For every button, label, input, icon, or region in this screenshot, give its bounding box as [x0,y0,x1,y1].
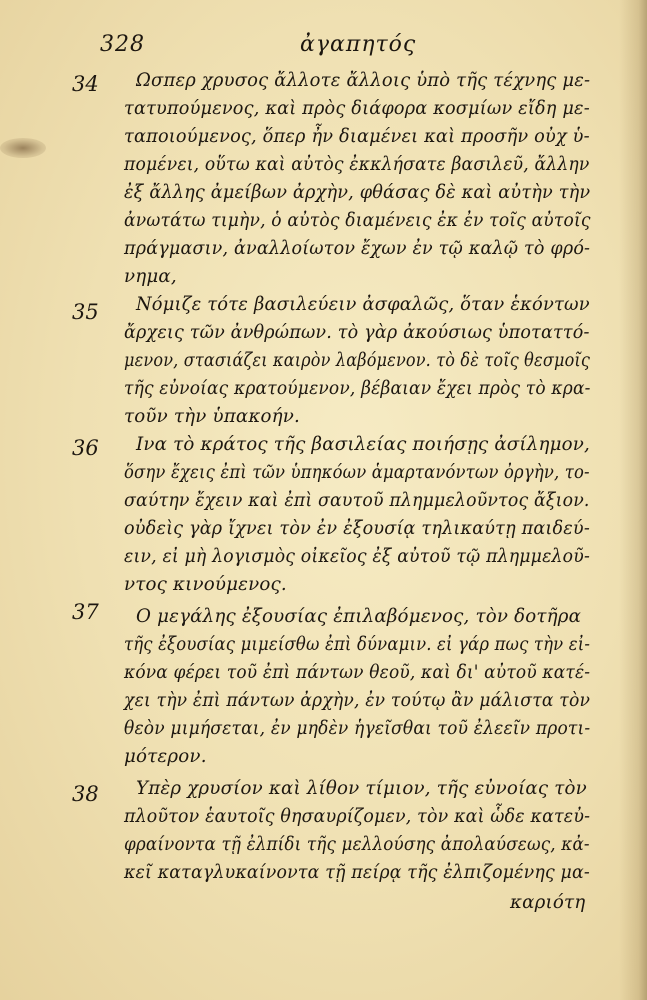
text-line: ἄρχεις τῶν ἀνθρώπων. τὸ γὰρ ἀκούσιως ὑποταττό- [124,322,590,343]
text-line: Ο μεγάλης ἐξουσίας ἐπιλαβόμενος, τὸν δοτῆρα [136,606,582,627]
text-line: πομένει, οὕτω καὶ αὐτὸς ἐκκλήσατε βασιλεῦ, ἄλλην [124,154,590,175]
text-line: σαύτην ἔχειν καὶ ἐπὶ σαυτοῦ πλημμελοῦντος ἄξιον. [124,490,590,511]
text-line: ντος κινούμενος. [124,574,287,595]
running-head [0,26,647,66]
text-line: ἐξ ἄλλης ἀμείβων ἀρχὴν, φθάσας δὲ καὶ αὐτὴν τὴν [124,182,591,203]
text-line: ταποιούμενος, ὅπερ ἦν διαμένει καὶ προσῆν οὐχ ὑ- [124,126,590,147]
page-number: 328 [100,32,145,57]
running-title: ἀγαπητός [300,32,417,57]
ink-stain [0,138,46,158]
text-line: κεῖ καταγλυκαίνοντα τῇ πείρᾳ τῆς ἐλπιζομένης μα- [124,862,590,883]
section-number: 34 [72,72,99,96]
text-line: πράγμασιν, ἀναλλοίωτον ἔχων ἐν τῷ καλῷ τὸ φρό- [124,238,591,259]
text-line: ὅσην ἔχεις ἐπὶ τῶν ὑπηκόων ἁμαρτανόντων ὀργὴν, το- [124,462,590,483]
page-gutter-shadow [619,0,647,1000]
text-line: πλοῦτον ἑαυτοῖς θησαυρίζομεν, τὸν καὶ ὧδε κατεὐ- [124,806,591,827]
text-line: μενον, στασιάζει καιρὸν λαβόμενον. τὸ δὲ τοῖς θεσμοῖς [124,350,591,371]
text-line: τατυπούμενος, καὶ πρὸς διάφορα κοσμίων εἴδη με- [124,98,590,119]
text-line: ἀνωτάτω τιμὴν, ὁ αὐτὸς διαμένεις ἐκ ἐν τοῖς αὐτοῖς [124,210,591,231]
text-line: μότερον. [124,746,207,767]
section-number: 38 [72,782,99,806]
text-line: Νόμιζε τότε βασιλεύειν ἀσφαλῶς, ὅταν ἑκόντων [136,294,590,315]
text-line: Υπὲρ χρυσίον καὶ λίθον τίμιον, τῆς εὐνοίας τὸν [136,778,587,799]
text-line: οὐδεὶς γὰρ ἴχνει τὸν ἐν ἐξουσίᾳ τηλικαύτῃ παιδεύ- [124,518,590,539]
text-line: χει τὴν ἐπὶ πάντων ἀρχὴν, ἐν τούτῳ ἂν μάλιστα τὸν [124,690,591,711]
text-line: τοῦν τὴν ὑπακοήν. [124,406,301,427]
text-line: ειν, εἰ μὴ λογισμὸς οἰκεῖος ἐξ αὐτοῦ τῷ πλημμελοῦ- [124,546,590,567]
text-line: κόνα φέρει τοῦ ἐπὶ πάντων θεοῦ, καὶ δι' αὐτοῦ κατέ- [124,662,591,683]
text-line: φραίνοντα τῇ ἐλπίδι τῆς μελλούσης ἀπολαύσεως, κἀ- [124,834,590,855]
section-number: 35 [72,300,99,324]
text-line: τῆς ἐξουσίας μιμείσθω ἐπὶ δύναμιν. εἰ γάρ πως τὴν εἰ- [124,634,591,655]
text-line: Ωσπερ χρυσος ἄλλοτε ἄλλοις ὑπὸ τῆς τέχνης με- [136,70,591,91]
text-line: Ινα τὸ κράτος τῆς βασιλείας ποιήσῃς ἀσίλημον, [136,434,590,455]
section-number: 37 [72,600,99,624]
text-line: τῆς εὐνοίας κρατούμενον, βέβαιαν ἔχει πρὸς τὸ κρα- [124,378,591,399]
catchword: καριότη [510,892,586,913]
text-line: θεὸν μιμήσεται, ἐν μηδὲν ἡγεῖσθαι τοῦ ἐλεεῖν προτι- [124,718,591,739]
text-line: νημα, [124,266,177,287]
section-number: 36 [72,436,99,460]
